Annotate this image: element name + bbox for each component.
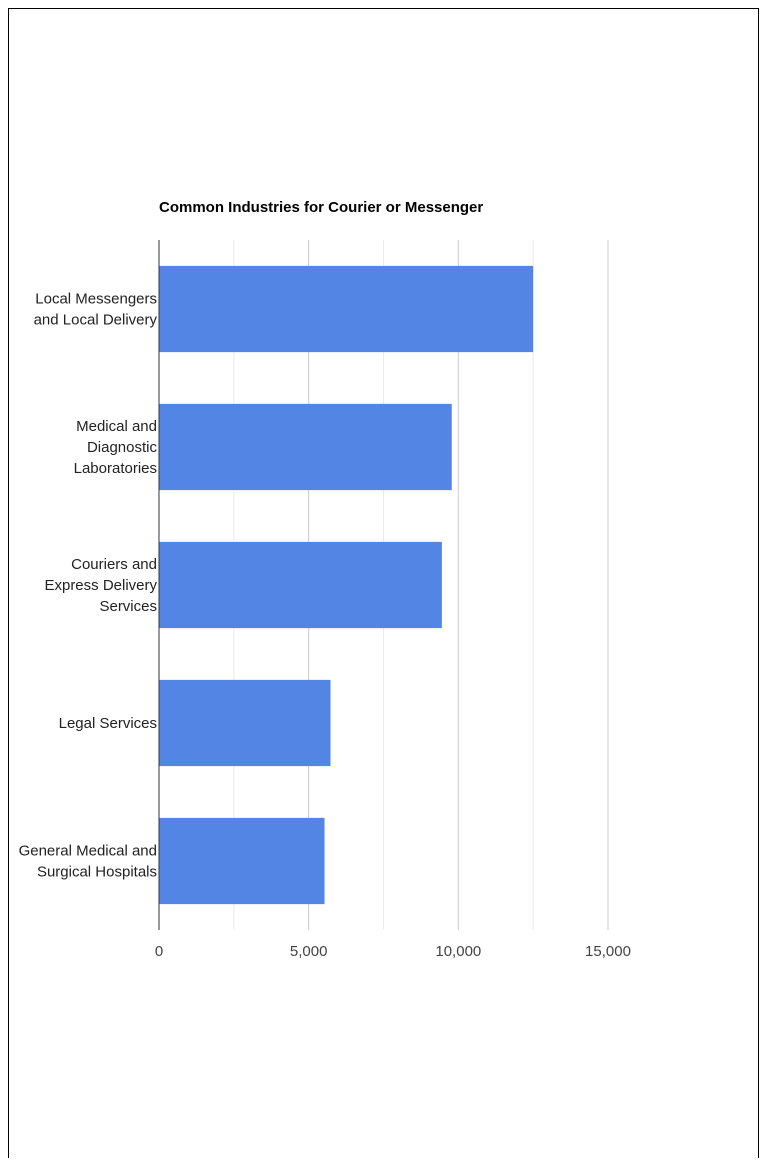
category-label: Couriers and Express Delivery Services [44, 556, 157, 615]
x-tick-labels [155, 943, 631, 960]
chart-title: Common Industries for Courier or Messenger [159, 199, 484, 216]
category-label: Legal Services [58, 715, 157, 732]
category-label: Medical and Diagnostic Laboratories [73, 418, 157, 477]
category-label: Local Messengers and Local Delivery [33, 290, 157, 329]
category-labels [19, 291, 158, 881]
category-label: General Medical and Surgical Hospitals [18, 842, 157, 881]
x-tick-label: 10,000 [435, 943, 482, 960]
x-tick-label: 0 [154, 943, 164, 960]
bar [159, 404, 452, 490]
bar [159, 818, 325, 904]
bar [159, 680, 331, 766]
bar [159, 266, 533, 352]
bar [159, 542, 442, 628]
bars [159, 266, 533, 904]
x-tick-label: 5,000 [289, 943, 328, 960]
x-tick-label: 15,000 [585, 943, 631, 960]
